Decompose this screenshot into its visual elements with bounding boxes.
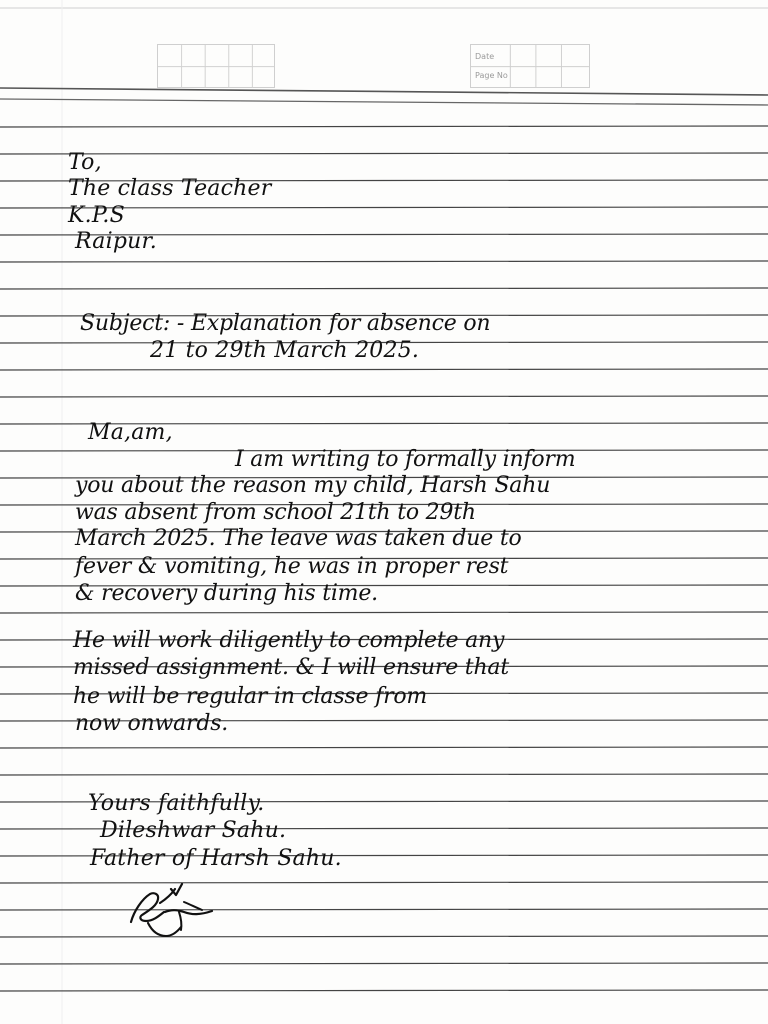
paragraph-2-line-4: now onwards.: [75, 711, 229, 736]
paragraph-1-line-2: you about the reason my child, Harsh Sahu: [75, 473, 551, 498]
paragraph-1-line-4: March 2025. The leave was taken due to: [75, 526, 522, 551]
subject-line-1: Subject: - Explanation for absence on: [80, 311, 491, 336]
header-box-left: [157, 44, 275, 88]
recipient-line-4: Raipur.: [75, 229, 157, 254]
paragraph-2-line-1: He will work diligently to complete any: [73, 628, 505, 653]
paragraph-1-line-5: fever & vomiting, he was in proper rest: [75, 554, 509, 579]
paragraph-1-line-3: was absent from school 21th to 29th: [75, 500, 476, 525]
salutation: Ma,am,: [88, 420, 173, 445]
closing-line-1: Yours faithfully.: [88, 791, 265, 816]
paragraph-1-line-6: & recovery during his time.: [75, 581, 378, 606]
signature-mark: [124, 881, 220, 949]
paragraph-2-line-3: he will be regular in classe from: [73, 684, 428, 709]
header-box-right: [470, 44, 590, 88]
recipient-line-2: The class Teacher: [68, 176, 272, 201]
subject-line-2: 21 to 29th March 2025.: [150, 338, 420, 363]
closing-line-2: Dileshwar Sahu.: [100, 818, 287, 843]
paragraph-2-line-2: missed assignment. & I will ensure that: [73, 655, 509, 680]
recipient-line-1: To,: [68, 150, 102, 175]
date-label: Date: [475, 52, 495, 61]
closing-line-3: Father of Harsh Sahu.: [90, 846, 342, 871]
recipient-line-3: K.P.S: [68, 203, 125, 228]
page-number-label: Page No: [475, 71, 508, 80]
paragraph-1-line-1: I am writing to formally inform: [235, 447, 576, 472]
